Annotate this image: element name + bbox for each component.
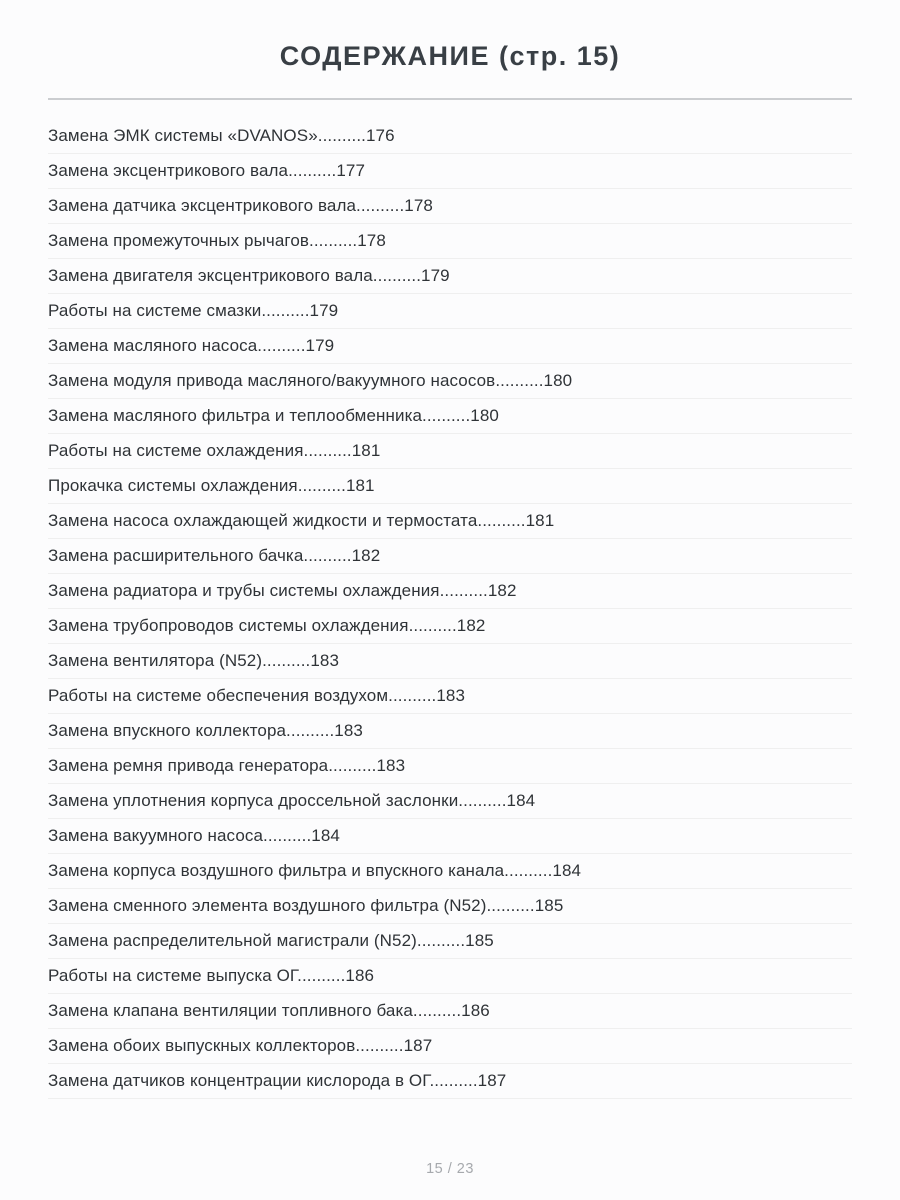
toc-entry (48, 504, 852, 539)
toc-entry-text: Замена ЭМК системы «DVANOS»..........176 (48, 126, 395, 145)
toc-entry (48, 959, 852, 994)
toc-entry (48, 994, 852, 1029)
toc-entry-text: Замена распределительной магистрали (N52)..........185 (48, 931, 494, 950)
toc-entry-text: Замена вентилятора (N52)..........183 (48, 651, 340, 670)
toc-entry-text: Замена обоих выпускных коллекторов..........187 (48, 1036, 433, 1055)
title-divider (48, 98, 852, 100)
toc-entry (48, 574, 852, 609)
toc-entry (48, 854, 852, 889)
toc-entry (48, 259, 852, 294)
toc-entry-text: Замена уплотнения корпуса дроссельной заслонки..........184 (48, 791, 536, 810)
toc-entry (48, 749, 852, 784)
toc-entry-text: Замена масляного фильтра и теплообменника..........180 (48, 406, 499, 425)
toc-entry-text: Замена насоса охлаждающей жидкости и термостата..........181 (48, 511, 555, 530)
toc-entry-text: Замена клапана вентиляции топливного бака..........186 (48, 1001, 490, 1020)
toc-entry (48, 539, 852, 574)
toc-entry (48, 784, 852, 819)
toc-entry (48, 644, 852, 679)
toc-list (48, 119, 852, 1099)
toc-entry (48, 189, 852, 224)
page-title: СОДЕРЖАНИЕ (стр. 15) (279, 41, 621, 71)
toc-entry-text: Работы на системе смазки..........179 (48, 301, 339, 320)
toc-entry (48, 224, 852, 259)
toc-entry-text: Замена радиатора и трубы системы охлаждения..........182 (48, 581, 517, 600)
toc-entry-text: Замена трубопроводов системы охлаждения..........182 (48, 616, 486, 635)
toc-entry-text: Работы на системе обеспечения воздухом..........183 (48, 686, 466, 705)
toc-entry-text: Работы на системе охлаждения..........181 (48, 441, 381, 460)
toc-entry (48, 434, 852, 469)
toc-entry (48, 469, 852, 504)
toc-entry-text: Замена двигателя эксцентрикового вала..........179 (48, 266, 450, 285)
toc-entry-text: Замена датчика эксцентрикового вала..........178 (48, 196, 433, 215)
toc-entry (48, 119, 852, 154)
toc-entry (48, 1029, 852, 1064)
toc-entry-text: Замена промежуточных рычагов..........178 (48, 231, 386, 250)
toc-entry (48, 154, 852, 189)
toc-entry (48, 399, 852, 434)
toc-entry-text: Замена ремня привода генератора..........183 (48, 756, 406, 775)
toc-entry (48, 924, 852, 959)
toc-entry (48, 679, 852, 714)
toc-entry (48, 364, 852, 399)
toc-entry-text: Работы на системе выпуска ОГ..........186 (48, 966, 375, 985)
toc-entry-text: Замена корпуса воздушного фильтра и впускного канала..........184 (48, 861, 582, 880)
toc-entry (48, 1064, 852, 1099)
page-indicator: 15 / 23 (426, 1161, 474, 1177)
toc-entry-text: Замена расширительного бачка..........182 (48, 546, 381, 565)
toc-entry-text: Замена датчиков концентрации кислорода в ОГ..........187 (48, 1071, 507, 1090)
toc-entry-text: Замена вакуумного насоса..........184 (48, 826, 340, 845)
toc-entry (48, 609, 852, 644)
toc-entry-text: Прокачка системы охлаждения..........181 (48, 476, 375, 495)
toc-entry-text: Замена впускного коллектора..........183 (48, 721, 363, 740)
toc-entry-text: Замена масляного насоса..........179 (48, 336, 335, 355)
toc-entry (48, 889, 852, 924)
toc-entry (48, 294, 852, 329)
toc-entry (48, 329, 852, 364)
toc-entry (48, 714, 852, 749)
toc-entry-text: Замена сменного элемента воздушного фильтра (N52)..........185 (48, 896, 564, 915)
toc-entry-text: Замена модуля привода масляного/вакуумного насосов..........180 (48, 371, 573, 390)
toc-entry-text: Замена эксцентрикового вала..........177 (48, 161, 366, 180)
toc-entry (48, 819, 852, 854)
